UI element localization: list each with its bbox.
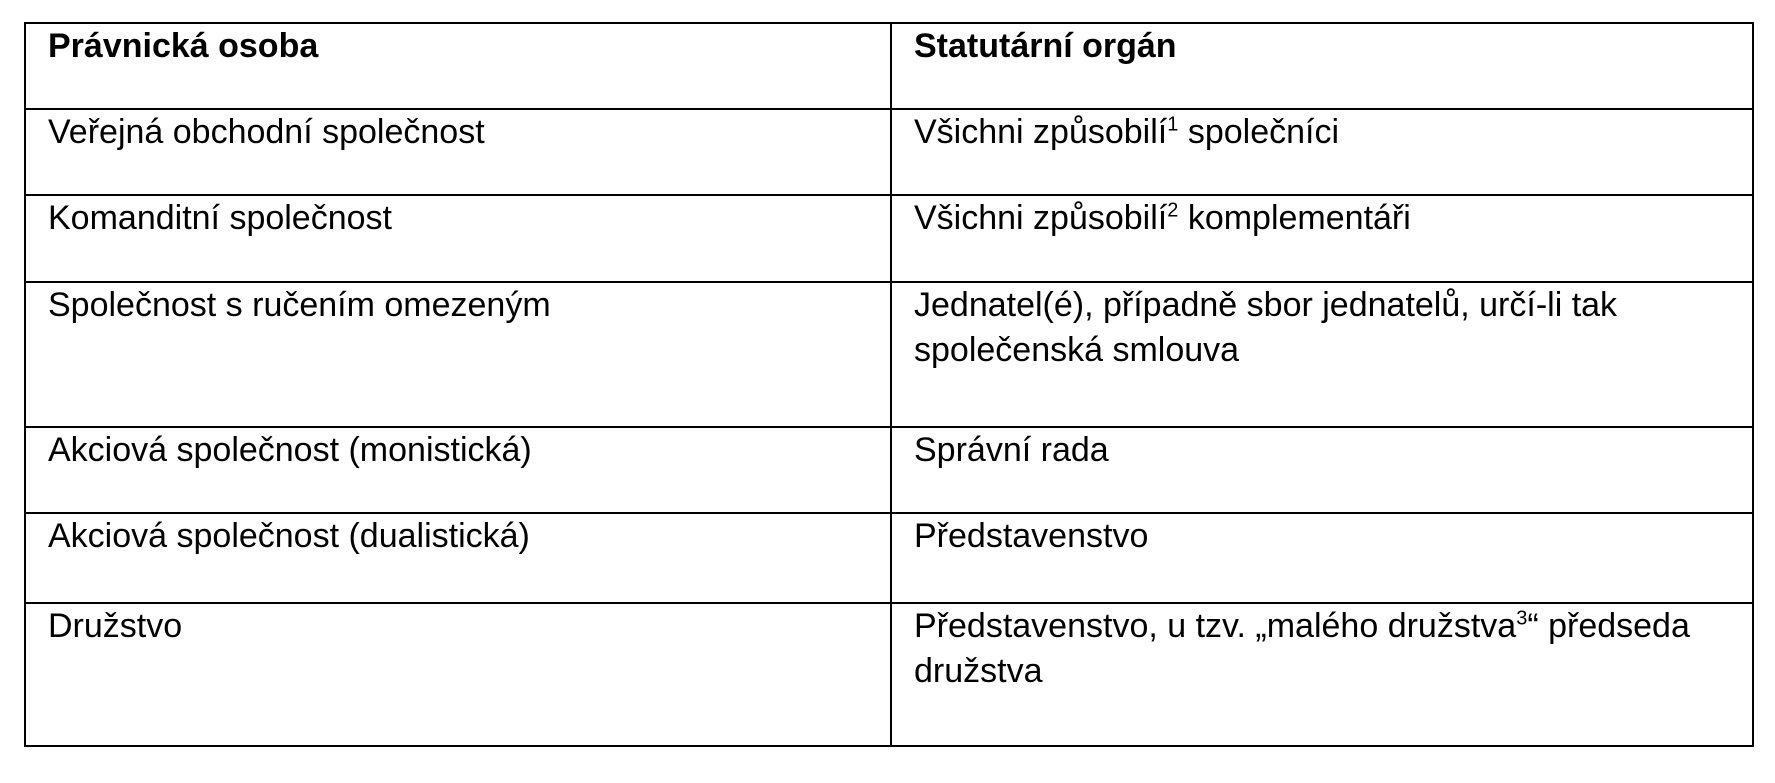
legal-entity-table bbox=[24, 22, 1754, 747]
table-header-row bbox=[25, 23, 1753, 109]
footnote-ref: 1 bbox=[1167, 113, 1179, 136]
footnote-ref: 2 bbox=[1167, 199, 1179, 222]
organ-cell: Jednatel(é), případně sbor jednatelů, určí-li tak společenská smlouva bbox=[891, 282, 1753, 427]
table-row bbox=[25, 513, 1753, 603]
header-cell-statutory-body: Statutární orgán bbox=[891, 23, 1753, 109]
table-row bbox=[25, 427, 1753, 513]
organ-cell bbox=[891, 109, 1753, 195]
organ-cell: Představenstvo bbox=[891, 513, 1753, 603]
table-row bbox=[25, 282, 1753, 427]
entity-cell: Družstvo bbox=[25, 603, 891, 746]
organ-cell: Správní rada bbox=[891, 427, 1753, 513]
entity-cell: Akciová společnost (monistická) bbox=[25, 427, 891, 513]
table-row bbox=[25, 603, 1753, 746]
organ-text: Všichni způsobilí bbox=[914, 113, 1168, 151]
header-cell-legal-entity: Právnická osoba bbox=[25, 23, 891, 109]
footnote-ref: 3 bbox=[1516, 607, 1528, 630]
organ-text: komplementáři bbox=[1178, 199, 1411, 237]
organ-cell bbox=[891, 603, 1753, 746]
entity-cell: Akciová společnost (dualistická) bbox=[25, 513, 891, 603]
table-row bbox=[25, 109, 1753, 195]
organ-cell bbox=[891, 195, 1753, 282]
table-row bbox=[25, 195, 1753, 282]
organ-text: společníci bbox=[1178, 113, 1340, 151]
entity-cell: Komanditní společnost bbox=[25, 195, 891, 282]
entity-cell: Veřejná obchodní společnost bbox=[25, 109, 891, 195]
organ-text: “ předseda družstva bbox=[914, 607, 1690, 690]
organ-text: Představenstvo, u tzv. „malého družstva bbox=[914, 607, 1517, 645]
entity-cell: Společnost s ručením omezeným bbox=[25, 282, 891, 427]
organ-text: Všichni způsobilí bbox=[914, 199, 1168, 237]
